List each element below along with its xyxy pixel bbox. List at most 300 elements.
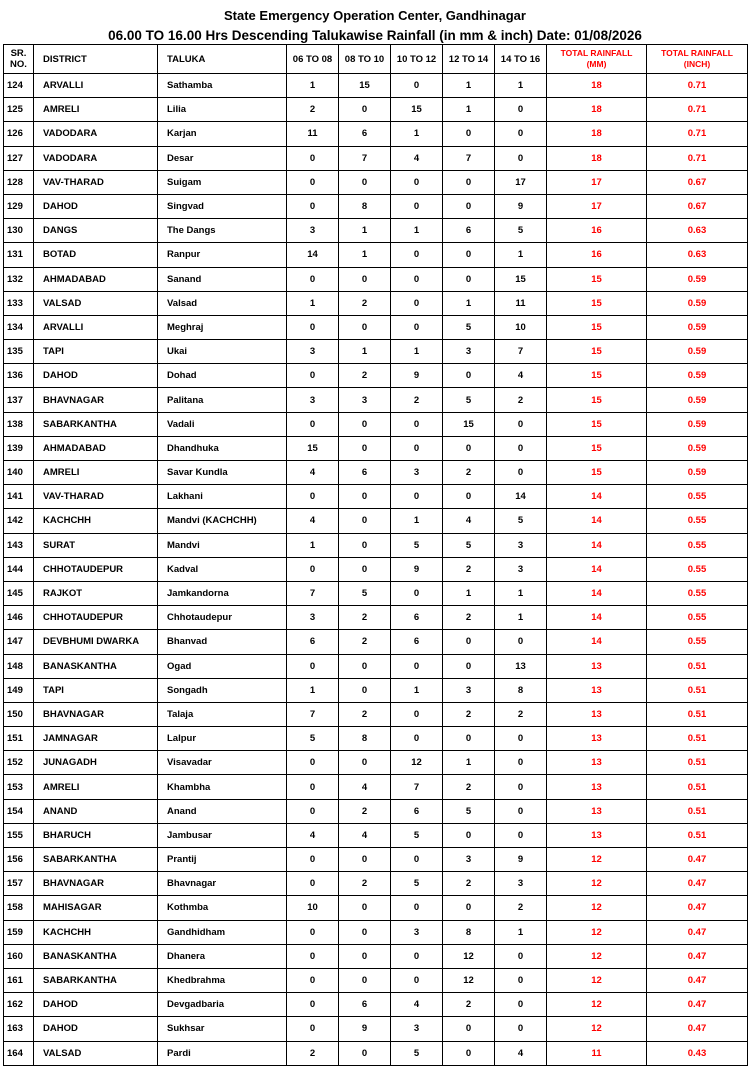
rain-06-08-cell: 0 bbox=[287, 146, 339, 170]
table-row bbox=[4, 799, 748, 823]
rain-10-12-cell: 0 bbox=[391, 267, 443, 291]
district-cell: DAHOD bbox=[34, 364, 158, 388]
total-inch-cell: 0.71 bbox=[647, 98, 748, 122]
table-row bbox=[4, 920, 748, 944]
rain-12-14-cell: 2 bbox=[443, 993, 495, 1017]
total-inch-cell: 0.55 bbox=[647, 509, 748, 533]
total-mm-cell: 17 bbox=[547, 194, 647, 218]
rain-12-14-cell: 0 bbox=[443, 243, 495, 267]
total-inch-cell: 0.63 bbox=[647, 219, 748, 243]
total-inch-cell: 0.47 bbox=[647, 920, 748, 944]
total-mm-cell: 14 bbox=[547, 630, 647, 654]
rain-06-08-cell: 0 bbox=[287, 751, 339, 775]
total-inch-cell: 0.55 bbox=[647, 606, 748, 630]
rain-06-08-cell: 3 bbox=[287, 219, 339, 243]
rain-14-16-cell: 3 bbox=[495, 557, 547, 581]
district-cell: KACHCHH bbox=[34, 920, 158, 944]
rain-08-10-cell: 0 bbox=[339, 968, 391, 992]
total-mm-cell: 15 bbox=[547, 364, 647, 388]
table-row bbox=[4, 364, 748, 388]
taluka-cell: Anand bbox=[158, 799, 287, 823]
district-cell: CHHOTAUDEPUR bbox=[34, 606, 158, 630]
taluka-cell: Valsad bbox=[158, 291, 287, 315]
district-cell: BOTAD bbox=[34, 243, 158, 267]
rain-12-14-cell: 3 bbox=[443, 678, 495, 702]
district-cell: TAPI bbox=[34, 340, 158, 364]
rain-10-12-cell: 4 bbox=[391, 146, 443, 170]
taluka-cell: Bhanvad bbox=[158, 630, 287, 654]
table-row bbox=[4, 1017, 748, 1041]
sr-no-cell: 158 bbox=[4, 896, 34, 920]
rain-06-08-cell: 0 bbox=[287, 775, 339, 799]
total-inch-cell: 0.59 bbox=[647, 340, 748, 364]
sr-no-cell: 161 bbox=[4, 968, 34, 992]
rain-14-16-cell: 3 bbox=[495, 533, 547, 557]
table-row bbox=[4, 98, 748, 122]
rain-06-08-cell: 1 bbox=[287, 678, 339, 702]
rain-12-14-cell: 2 bbox=[443, 606, 495, 630]
sr-no-cell: 147 bbox=[4, 630, 34, 654]
taluka-cell: Sukhsar bbox=[158, 1017, 287, 1041]
district-cell: DAHOD bbox=[34, 1017, 158, 1041]
taluka-cell: Jambusar bbox=[158, 823, 287, 847]
rain-12-14-cell: 0 bbox=[443, 823, 495, 847]
rain-14-16-cell: 0 bbox=[495, 146, 547, 170]
rain-08-10-cell: 15 bbox=[339, 74, 391, 98]
total-mm-cell: 12 bbox=[547, 1017, 647, 1041]
rain-06-08-cell: 0 bbox=[287, 364, 339, 388]
total-inch-cell: 0.51 bbox=[647, 702, 748, 726]
rain-12-14-cell: 1 bbox=[443, 98, 495, 122]
rain-12-14-cell: 0 bbox=[443, 630, 495, 654]
total-mm-cell: 13 bbox=[547, 751, 647, 775]
rain-14-16-cell: 0 bbox=[495, 823, 547, 847]
table-row bbox=[4, 751, 748, 775]
total-mm-cell: 15 bbox=[547, 461, 647, 485]
rain-10-12-cell: 0 bbox=[391, 702, 443, 726]
rain-06-08-cell: 0 bbox=[287, 267, 339, 291]
total-mm-cell: 13 bbox=[547, 702, 647, 726]
rain-14-16-cell: 4 bbox=[495, 364, 547, 388]
rain-10-12-cell: 0 bbox=[391, 436, 443, 460]
district-cell: SABARKANTHA bbox=[34, 848, 158, 872]
rain-06-08-cell: 4 bbox=[287, 461, 339, 485]
total-inch-cell: 0.51 bbox=[647, 823, 748, 847]
total-mm-cell: 15 bbox=[547, 291, 647, 315]
rain-14-16-cell: 0 bbox=[495, 944, 547, 968]
taluka-cell: Visavadar bbox=[158, 751, 287, 775]
report-subtitle: 06.00 TO 16.00 Hrs Descending Talukawise Rainfall (in mm & inch) Date: 01/08/2026 bbox=[108, 28, 642, 43]
rain-12-14-cell: 5 bbox=[443, 388, 495, 412]
rain-06-08-cell: 0 bbox=[287, 944, 339, 968]
taluka-cell: Sathamba bbox=[158, 74, 287, 98]
table-row bbox=[4, 509, 748, 533]
total-mm-cell: 15 bbox=[547, 412, 647, 436]
rain-08-10-cell: 1 bbox=[339, 243, 391, 267]
rain-12-14-cell: 5 bbox=[443, 533, 495, 557]
rain-08-10-cell: 6 bbox=[339, 993, 391, 1017]
taluka-cell: Pardi bbox=[158, 1041, 287, 1065]
district-cell: ANAND bbox=[34, 799, 158, 823]
rain-08-10-cell: 0 bbox=[339, 98, 391, 122]
rain-10-12-cell: 0 bbox=[391, 291, 443, 315]
sr-no-cell: 151 bbox=[4, 727, 34, 751]
rain-08-10-cell: 6 bbox=[339, 122, 391, 146]
column-header-12-to-14: 12 TO 14 bbox=[443, 45, 495, 74]
taluka-cell: Mandvi bbox=[158, 533, 287, 557]
sr-no-cell: 142 bbox=[4, 509, 34, 533]
rain-14-16-cell: 0 bbox=[495, 461, 547, 485]
sr-no-cell: 126 bbox=[4, 122, 34, 146]
sr-no-cell: 150 bbox=[4, 702, 34, 726]
rain-12-14-cell: 7 bbox=[443, 146, 495, 170]
taluka-cell: Sanand bbox=[158, 267, 287, 291]
table-row bbox=[4, 581, 748, 605]
rain-06-08-cell: 0 bbox=[287, 968, 339, 992]
table-row bbox=[4, 775, 748, 799]
rain-14-16-cell: 0 bbox=[495, 968, 547, 992]
rain-12-14-cell: 2 bbox=[443, 872, 495, 896]
rain-10-12-cell: 4 bbox=[391, 993, 443, 1017]
rain-14-16-cell: 5 bbox=[495, 509, 547, 533]
rain-08-10-cell: 0 bbox=[339, 557, 391, 581]
total-mm-cell: 15 bbox=[547, 340, 647, 364]
rain-08-10-cell: 0 bbox=[339, 533, 391, 557]
rain-14-16-cell: 0 bbox=[495, 1017, 547, 1041]
total-inch-cell: 0.51 bbox=[647, 775, 748, 799]
rain-08-10-cell: 2 bbox=[339, 702, 391, 726]
sr-no-cell: 163 bbox=[4, 1017, 34, 1041]
rain-06-08-cell: 4 bbox=[287, 823, 339, 847]
table-row bbox=[4, 170, 748, 194]
total-mm-cell: 16 bbox=[547, 243, 647, 267]
rain-14-16-cell: 0 bbox=[495, 412, 547, 436]
rain-10-12-cell: 1 bbox=[391, 678, 443, 702]
district-cell: SABARKANTHA bbox=[34, 412, 158, 436]
rain-06-08-cell: 2 bbox=[287, 1041, 339, 1065]
rain-08-10-cell: 6 bbox=[339, 461, 391, 485]
district-cell: VADODARA bbox=[34, 122, 158, 146]
table-header-row bbox=[4, 45, 748, 74]
total-mm-cell: 14 bbox=[547, 581, 647, 605]
rain-06-08-cell: 3 bbox=[287, 340, 339, 364]
total-mm-cell: 17 bbox=[547, 170, 647, 194]
total-mm-cell: 14 bbox=[547, 533, 647, 557]
district-cell: DAHOD bbox=[34, 194, 158, 218]
rain-06-08-cell: 15 bbox=[287, 436, 339, 460]
total-inch-cell: 0.71 bbox=[647, 74, 748, 98]
rain-14-16-cell: 2 bbox=[495, 388, 547, 412]
rain-12-14-cell: 2 bbox=[443, 461, 495, 485]
total-mm-cell: 12 bbox=[547, 872, 647, 896]
sr-no-cell: 137 bbox=[4, 388, 34, 412]
sr-no-cell: 134 bbox=[4, 315, 34, 339]
total-inch-cell: 0.71 bbox=[647, 146, 748, 170]
rain-12-14-cell: 0 bbox=[443, 436, 495, 460]
rain-08-10-cell: 0 bbox=[339, 896, 391, 920]
table-row bbox=[4, 388, 748, 412]
rain-10-12-cell: 7 bbox=[391, 775, 443, 799]
total-inch-cell: 0.59 bbox=[647, 364, 748, 388]
taluka-cell: Meghraj bbox=[158, 315, 287, 339]
table-row bbox=[4, 606, 748, 630]
rain-14-16-cell: 2 bbox=[495, 896, 547, 920]
rain-10-12-cell: 0 bbox=[391, 194, 443, 218]
total-inch-cell: 0.51 bbox=[647, 751, 748, 775]
rain-14-16-cell: 10 bbox=[495, 315, 547, 339]
column-header-total-inch: TOTAL RAINFALL (INCH) bbox=[647, 45, 748, 74]
total-inch-cell: 0.67 bbox=[647, 170, 748, 194]
column-header-10-to-12: 10 TO 12 bbox=[391, 45, 443, 74]
rain-06-08-cell: 0 bbox=[287, 485, 339, 509]
total-inch-cell: 0.55 bbox=[647, 557, 748, 581]
rain-10-12-cell: 3 bbox=[391, 1017, 443, 1041]
rain-10-12-cell: 2 bbox=[391, 388, 443, 412]
total-mm-cell: 13 bbox=[547, 823, 647, 847]
district-cell: VAV-THARAD bbox=[34, 170, 158, 194]
rain-08-10-cell: 0 bbox=[339, 678, 391, 702]
rain-14-16-cell: 1 bbox=[495, 243, 547, 267]
rain-10-12-cell: 1 bbox=[391, 340, 443, 364]
rain-14-16-cell: 4 bbox=[495, 1041, 547, 1065]
sr-no-cell: 143 bbox=[4, 533, 34, 557]
total-mm-cell: 14 bbox=[547, 606, 647, 630]
rain-12-14-cell: 0 bbox=[443, 267, 495, 291]
total-mm-cell: 18 bbox=[547, 98, 647, 122]
rain-08-10-cell: 7 bbox=[339, 146, 391, 170]
total-inch-cell: 0.47 bbox=[647, 968, 748, 992]
table-row bbox=[4, 630, 748, 654]
rain-14-16-cell: 17 bbox=[495, 170, 547, 194]
district-cell: CHHOTAUDEPUR bbox=[34, 557, 158, 581]
sr-no-cell: 149 bbox=[4, 678, 34, 702]
total-mm-cell: 12 bbox=[547, 993, 647, 1017]
total-mm-cell: 18 bbox=[547, 122, 647, 146]
sr-no-cell: 159 bbox=[4, 920, 34, 944]
total-inch-cell: 0.47 bbox=[647, 1017, 748, 1041]
taluka-cell: Songadh bbox=[158, 678, 287, 702]
rain-06-08-cell: 0 bbox=[287, 654, 339, 678]
rain-06-08-cell: 3 bbox=[287, 606, 339, 630]
total-inch-cell: 0.59 bbox=[647, 291, 748, 315]
total-mm-cell: 14 bbox=[547, 509, 647, 533]
total-inch-cell: 0.55 bbox=[647, 630, 748, 654]
total-inch-cell: 0.47 bbox=[647, 872, 748, 896]
total-inch-cell: 0.43 bbox=[647, 1041, 748, 1065]
district-cell: VAV-THARAD bbox=[34, 485, 158, 509]
rain-10-12-cell: 0 bbox=[391, 581, 443, 605]
rain-10-12-cell: 0 bbox=[391, 944, 443, 968]
table-row bbox=[4, 340, 748, 364]
rain-12-14-cell: 0 bbox=[443, 896, 495, 920]
taluka-cell: Lalpur bbox=[158, 727, 287, 751]
table-row bbox=[4, 315, 748, 339]
rain-14-16-cell: 1 bbox=[495, 920, 547, 944]
rain-14-16-cell: 2 bbox=[495, 702, 547, 726]
total-inch-cell: 0.59 bbox=[647, 412, 748, 436]
total-mm-cell: 13 bbox=[547, 678, 647, 702]
taluka-cell: Palitana bbox=[158, 388, 287, 412]
sr-no-cell: 157 bbox=[4, 872, 34, 896]
rain-12-14-cell: 0 bbox=[443, 364, 495, 388]
rain-14-16-cell: 3 bbox=[495, 872, 547, 896]
total-inch-cell: 0.51 bbox=[647, 678, 748, 702]
column-header-district: DISTRICT bbox=[34, 45, 158, 74]
total-mm-cell: 13 bbox=[547, 799, 647, 823]
district-cell: JAMNAGAR bbox=[34, 727, 158, 751]
district-cell: ARVALLI bbox=[34, 74, 158, 98]
taluka-cell: Dhandhuka bbox=[158, 436, 287, 460]
sr-no-cell: 127 bbox=[4, 146, 34, 170]
sr-no-cell: 146 bbox=[4, 606, 34, 630]
rain-14-16-cell: 1 bbox=[495, 606, 547, 630]
rain-08-10-cell: 0 bbox=[339, 412, 391, 436]
table-row bbox=[4, 461, 748, 485]
taluka-cell: Dhanera bbox=[158, 944, 287, 968]
district-cell: VALSAD bbox=[34, 1041, 158, 1065]
total-inch-cell: 0.47 bbox=[647, 944, 748, 968]
district-cell: AMRELI bbox=[34, 98, 158, 122]
table-row bbox=[4, 848, 748, 872]
sr-no-cell: 124 bbox=[4, 74, 34, 98]
district-cell: JUNAGADH bbox=[34, 751, 158, 775]
total-mm-cell: 18 bbox=[547, 146, 647, 170]
taluka-cell: Karjan bbox=[158, 122, 287, 146]
rain-12-14-cell: 12 bbox=[443, 944, 495, 968]
rain-12-14-cell: 0 bbox=[443, 654, 495, 678]
table-row bbox=[4, 291, 748, 315]
district-cell: RAJKOT bbox=[34, 581, 158, 605]
taluka-cell: The Dangs bbox=[158, 219, 287, 243]
table-row bbox=[4, 654, 748, 678]
taluka-cell: Lilia bbox=[158, 98, 287, 122]
table-row bbox=[4, 823, 748, 847]
table-row bbox=[4, 727, 748, 751]
taluka-cell: Dohad bbox=[158, 364, 287, 388]
taluka-cell: Chhotaudepur bbox=[158, 606, 287, 630]
total-mm-cell: 12 bbox=[547, 848, 647, 872]
rain-08-10-cell: 8 bbox=[339, 194, 391, 218]
district-cell: TAPI bbox=[34, 678, 158, 702]
total-mm-cell: 15 bbox=[547, 436, 647, 460]
sr-no-cell: 141 bbox=[4, 485, 34, 509]
rain-08-10-cell: 2 bbox=[339, 630, 391, 654]
taluka-cell: Mandvi (KACHCHH) bbox=[158, 509, 287, 533]
district-cell: BHAVNAGAR bbox=[34, 872, 158, 896]
sr-no-cell: 140 bbox=[4, 461, 34, 485]
rain-10-12-cell: 9 bbox=[391, 364, 443, 388]
rain-06-08-cell: 2 bbox=[287, 98, 339, 122]
rain-08-10-cell: 0 bbox=[339, 751, 391, 775]
taluka-cell: Bhavnagar bbox=[158, 872, 287, 896]
total-mm-cell: 12 bbox=[547, 968, 647, 992]
rain-14-16-cell: 7 bbox=[495, 340, 547, 364]
total-inch-cell: 0.59 bbox=[647, 436, 748, 460]
total-mm-cell: 13 bbox=[547, 727, 647, 751]
sr-no-cell: 155 bbox=[4, 823, 34, 847]
total-inch-cell: 0.47 bbox=[647, 848, 748, 872]
rain-10-12-cell: 9 bbox=[391, 557, 443, 581]
total-inch-cell: 0.55 bbox=[647, 485, 748, 509]
taluka-cell: Devgadbaria bbox=[158, 993, 287, 1017]
total-inch-cell: 0.59 bbox=[647, 315, 748, 339]
sr-no-cell: 162 bbox=[4, 993, 34, 1017]
district-cell: AMRELI bbox=[34, 775, 158, 799]
district-cell: BHAVNAGAR bbox=[34, 388, 158, 412]
rain-10-12-cell: 5 bbox=[391, 533, 443, 557]
total-inch-cell: 0.55 bbox=[647, 581, 748, 605]
sr-no-cell: 156 bbox=[4, 848, 34, 872]
total-mm-cell: 12 bbox=[547, 920, 647, 944]
district-cell: DANGS bbox=[34, 219, 158, 243]
table-row bbox=[4, 968, 748, 992]
rain-08-10-cell: 0 bbox=[339, 944, 391, 968]
rain-14-16-cell: 9 bbox=[495, 848, 547, 872]
district-cell: BHARUCH bbox=[34, 823, 158, 847]
rain-06-08-cell: 0 bbox=[287, 1017, 339, 1041]
sr-no-cell: 145 bbox=[4, 581, 34, 605]
rain-14-16-cell: 0 bbox=[495, 727, 547, 751]
rain-10-12-cell: 0 bbox=[391, 170, 443, 194]
rain-12-14-cell: 2 bbox=[443, 775, 495, 799]
rain-10-12-cell: 6 bbox=[391, 606, 443, 630]
rain-08-10-cell: 0 bbox=[339, 267, 391, 291]
taluka-cell: Khambha bbox=[158, 775, 287, 799]
rain-10-12-cell: 0 bbox=[391, 485, 443, 509]
column-header-sr-no: SR. NO. bbox=[4, 45, 34, 74]
table-row bbox=[4, 557, 748, 581]
rain-10-12-cell: 0 bbox=[391, 896, 443, 920]
rain-12-14-cell: 0 bbox=[443, 194, 495, 218]
taluka-cell: Jamkandorna bbox=[158, 581, 287, 605]
rain-08-10-cell: 5 bbox=[339, 581, 391, 605]
rain-10-12-cell: 5 bbox=[391, 872, 443, 896]
rain-08-10-cell: 0 bbox=[339, 170, 391, 194]
rain-10-12-cell: 0 bbox=[391, 727, 443, 751]
district-cell: BANASKANTHA bbox=[34, 944, 158, 968]
rain-10-12-cell: 12 bbox=[391, 751, 443, 775]
sr-no-cell: 148 bbox=[4, 654, 34, 678]
sr-no-cell: 164 bbox=[4, 1041, 34, 1065]
rain-12-14-cell: 2 bbox=[443, 557, 495, 581]
rain-10-12-cell: 3 bbox=[391, 920, 443, 944]
sr-no-cell: 129 bbox=[4, 194, 34, 218]
rain-06-08-cell: 7 bbox=[287, 581, 339, 605]
sr-no-cell: 135 bbox=[4, 340, 34, 364]
rain-06-08-cell: 0 bbox=[287, 194, 339, 218]
table-row bbox=[4, 678, 748, 702]
table-row bbox=[4, 219, 748, 243]
sr-no-cell: 125 bbox=[4, 98, 34, 122]
rain-14-16-cell: 0 bbox=[495, 775, 547, 799]
table-row bbox=[4, 122, 748, 146]
rain-10-12-cell: 0 bbox=[391, 968, 443, 992]
total-inch-cell: 0.47 bbox=[647, 993, 748, 1017]
district-cell: DAHOD bbox=[34, 993, 158, 1017]
sr-no-cell: 152 bbox=[4, 751, 34, 775]
total-mm-cell: 12 bbox=[547, 944, 647, 968]
rain-06-08-cell: 4 bbox=[287, 509, 339, 533]
rain-12-14-cell: 6 bbox=[443, 219, 495, 243]
district-cell: KACHCHH bbox=[34, 509, 158, 533]
district-cell: BHAVNAGAR bbox=[34, 702, 158, 726]
taluka-cell: Vadali bbox=[158, 412, 287, 436]
column-header-taluka: TALUKA bbox=[158, 45, 287, 74]
district-cell: VALSAD bbox=[34, 291, 158, 315]
rain-14-16-cell: 0 bbox=[495, 436, 547, 460]
rain-08-10-cell: 0 bbox=[339, 509, 391, 533]
rain-12-14-cell: 2 bbox=[443, 702, 495, 726]
